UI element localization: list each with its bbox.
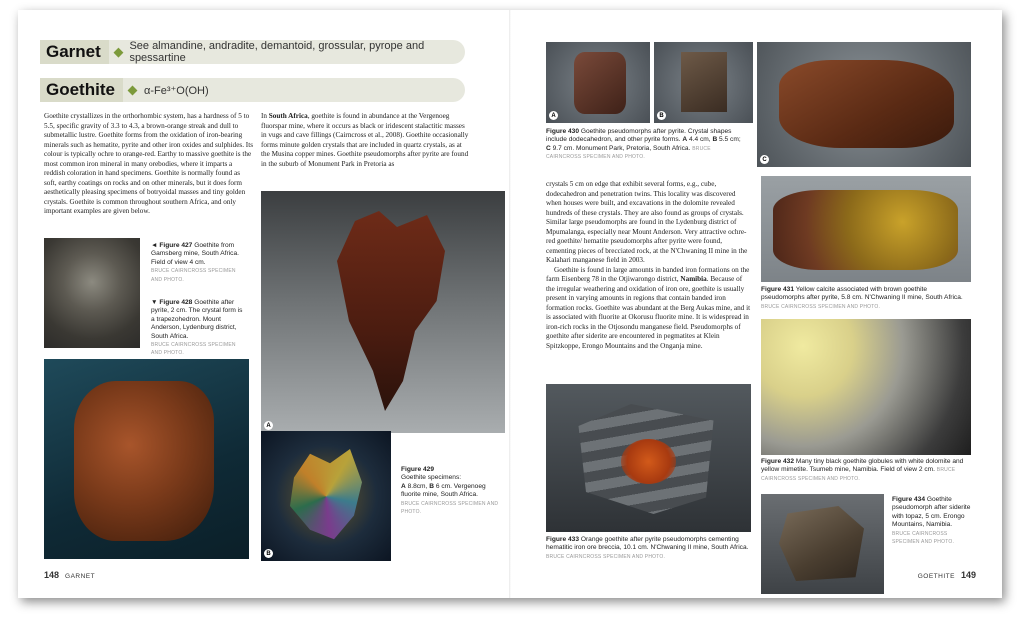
figure-430c-photo: [757, 42, 971, 167]
garnet-cross-reference: See almandine, andradite, demantoid, grossular, pyrope and spessartine: [129, 40, 425, 64]
right-folio: [912, 570, 976, 580]
figure-431-photo: [761, 176, 971, 282]
tag-b: B: [657, 111, 666, 120]
figure-433-photo: [546, 384, 751, 532]
running-head: GARNET: [65, 573, 96, 580]
book-spread: [18, 10, 1002, 598]
intro-paragraph: Goethite crystallizes in the orthorhombic system, has a hardness of 5 to 5.5, specific gravity of 3.3 to 4.3, a brown-orange streak and dull to submetallic lustre. Goethite forms from the oxidation of iron-bearing minerals such as hematite, pyrite and other iron oxides and sulphides. Its colour is typically ochre to orange-red. Earthy to massive goethite is the most common iron mineral in many orebodies, where it imparts a reddish coloration in hand specimens. Goethite is normally found as soft, earthy coatings on rocks and on other minerals, but it does form aesthetically pleasing specimens of botryoidal masses and tiny golden crystals. Goethite is common throughout southern Africa, and only important examples are given below.: [44, 112, 253, 215]
figure-428-photo: [44, 359, 249, 559]
right-body-paragraph-2: Goethite is found in large amounts in banded iron formations on the farm Eisenberg 78 in the Otjiwarongo district, Namibia. Because of the irregular weathering and oxidation of iron ore, goethite is usually present in varying amounts in regions that contain banded iron formation rocks. Goethite was abundant at the Berg Aukas mine, and it is associated with fluorite at Okorusu fluorite mine. It is widespread in iron-rich rocks in the Otjosondu manganese field. Pseudomorphs of goethite after siderite are encountered in pegmatites at Klein Spitzkoppe, Erongo Mountains and the Onganja mine.: [546, 265, 751, 350]
figure-431-caption: Figure 431 Yellow calcite associated with brown goethite pseudomorphs after pyrite, 5.8 cm. N'Chwaning II mine, South Africa. BRUCE CAIRNCROSS SPECIMEN AND PHOTO.: [761, 286, 963, 310]
figure-430-caption: Figure 430 Goethite pseudomorphs after pyrite. Crystal shapes include dodecahedron, and other pyrite forms. A 4.4 cm, B 5.5 cm; C 9.7 cm. Monument Park, Pretoria, South Africa. BRUCE CAIRNCROSS SPECIMEN AND PHOTO.: [546, 128, 741, 161]
right-body-paragraph-1: crystals 5 cm on edge that exhibit several forms, e.g., cube, dodecahedron and penetration twins. This locality was discovered when houses were built, and excavations in the dolomite revealed hundreds of these crystals. They are also found as groups of crystals. Similar large pseudomorphs are found in the Lydenburg district of Mpumalanga, especially near Mount Anderson. Very attractive ochre-red goethite/ hematite pseudomorphs after pyrite were found, cementing pieces of brecciated rock, at the N'Chwaning II mine in the Kalahari manganese field in 2003.: [546, 180, 748, 264]
figure-429-caption: Figure 429 Goethite specimens: A 8.8cm, B 6 cm. Vergenoeg fluorite mine, South Africa. BRUCE CAIRNCROSS SPECIMEN AND PHOTO.: [401, 466, 499, 516]
figure-430b-photo: [654, 42, 753, 123]
figure-427-photo: [44, 238, 140, 348]
figure-434-caption: Figure 434 Goethite pseudomorph after siderite with topaz, 5 cm. Erongo Mountains, Namibia. BRUCE CAIRNCROSS SPECIMEN AND PHOTO.: [892, 496, 971, 546]
figure-432-photo: [761, 319, 971, 455]
left-folio: [44, 570, 101, 580]
tag-a: A: [549, 111, 558, 120]
page-number: 149: [960, 570, 976, 580]
goethite-title: Goethite: [40, 78, 123, 102]
tag-a: A: [264, 421, 273, 430]
right-page: [510, 10, 1002, 598]
figure-430a-photo: [546, 42, 650, 123]
goethite-banner: [40, 78, 465, 102]
left-page: [18, 10, 510, 598]
south-africa-column: [261, 112, 471, 169]
tag-b: B: [264, 549, 273, 558]
goethite-formula: α-Fe³⁺O(OH): [143, 84, 209, 97]
figure-434-photo: [761, 494, 884, 594]
figure-428-caption: ▼ Figure 428 Goethite after pyrite, 2 cm. The crystal form is a trapezohedron. Mount Anderson, Lydenburg district, South Africa. BRUCE CAIRNCROSS SPECIMEN AND PHOTO.: [151, 299, 243, 357]
figure-429b-photo: [261, 431, 391, 561]
figure-427-caption: ◄ Figure 427 Goethite from Gamsberg mine, South Africa. Field of view 4 cm. BRUCE CAIRNCROSS SPECIMEN AND PHOTO.: [151, 242, 239, 283]
south-africa-paragraph: In South Africa, goethite is found in abundance at the Vergenoeg fluorspar mine, where it occurs as black or iridescent stalactitic masses in vugs and cave fillings (Cairncross et al., 2008). Goethite occasionally forms minute golden crystals that are included in quartz crystals, as at the Musina copper mines. Goethite pseudomorphs after pyrite are found in the suburb of Monument Park in Pretoria as: [261, 112, 469, 168]
running-head: GOETHITE: [917, 573, 955, 580]
diamond-bullet-icon: [113, 47, 123, 57]
figure-429a-photo: [261, 191, 505, 433]
garnet-title: Garnet: [40, 40, 109, 64]
right-body-column: [546, 180, 751, 351]
garnet-banner: [40, 40, 465, 64]
tag-c: C: [760, 155, 769, 164]
figure-432-caption: Figure 432 Many tiny black goethite globules with white dolomite and yellow mimetite. Tsumeb mine, Namibia. Field of view 2 cm. BRUCE CAIRNCROSS SPECIMEN AND PHOTO.: [761, 458, 964, 482]
figure-433-caption: Figure 433 Orange goethite after pyrite pseudomorphs cementing hematitic iron ore breccia, 10.1 cm. N'Chwaning II mine, South Africa. BRUCE CAIRNCROSS SPECIMEN AND PHOTO.: [546, 536, 749, 560]
intro-column: [44, 112, 254, 217]
diamond-bullet-icon: [128, 85, 138, 95]
page-number: 148: [44, 570, 60, 580]
